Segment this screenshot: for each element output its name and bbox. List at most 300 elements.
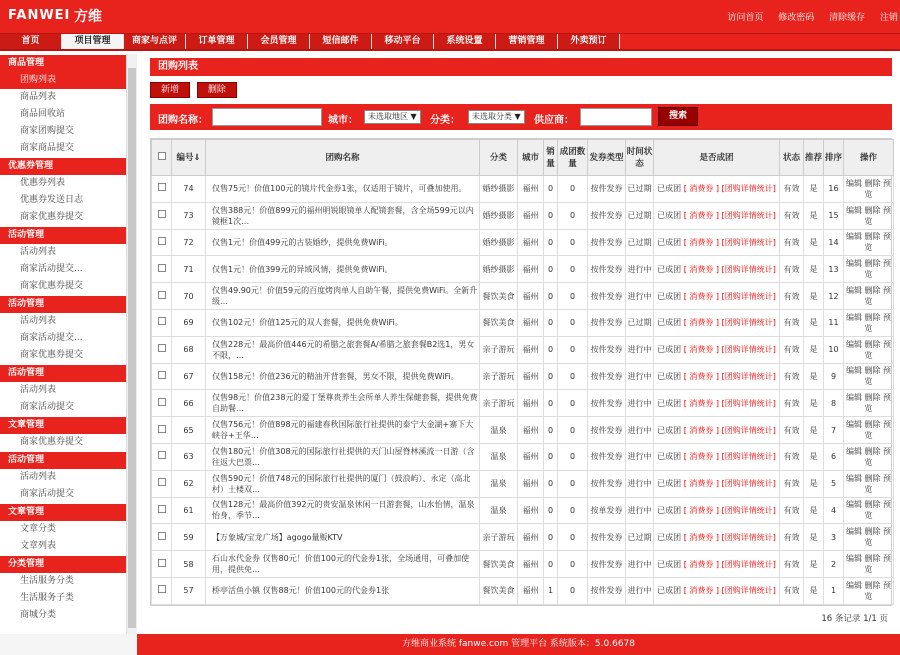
nav-tab-0[interactable]: 首页	[0, 34, 62, 49]
cell-sort[interactable]: 6	[824, 443, 844, 470]
cell-status[interactable]: 有效	[780, 577, 804, 604]
edit-delete-links[interactable]: 编辑 删除	[845, 259, 881, 269]
cell-name: 仅售180元！价值308元的国际旅行社提供的天门山屋脊林溪流一日游（含往返大巴票…	[206, 443, 480, 470]
preview-link[interactable]: 预览	[864, 446, 892, 467]
cell-sort[interactable]: 13	[824, 256, 844, 283]
preview-link[interactable]: 预览	[864, 366, 892, 387]
cell-sort[interactable]: 16	[824, 176, 844, 203]
row-checkbox[interactable]	[158, 237, 166, 245]
edit-delete-links[interactable]: 编辑 删除	[845, 312, 881, 322]
cell-actions	[844, 443, 894, 470]
cell-actions	[844, 256, 894, 283]
cell-city: 福州	[518, 256, 544, 283]
name-input[interactable]	[212, 108, 322, 126]
sidebar-item[interactable]: 商家优惠券提交	[20, 437, 84, 447]
cell-status[interactable]: 有效	[780, 443, 804, 470]
sidebar-item[interactable]: 商家团购提交	[20, 126, 75, 136]
nav-tab-7[interactable]: 系统设置	[434, 34, 496, 49]
cell-status[interactable]: 有效	[780, 497, 804, 524]
nav-tab-2[interactable]: 商家与点评	[124, 34, 186, 49]
row-checkbox[interactable]	[158, 532, 166, 540]
preview-link[interactable]: 预览	[864, 205, 892, 226]
preview-link[interactable]: 预览	[864, 312, 892, 333]
cell-recommend[interactable]: 是	[804, 417, 824, 444]
tuan-status: 已成团	[657, 211, 682, 221]
coupon-link[interactable]: [ 消费券 ]	[683, 532, 720, 542]
cell-status[interactable]: 有效	[780, 417, 804, 444]
cell-sort[interactable]: 10	[824, 336, 844, 363]
coupon-link[interactable]: [ 消费券 ]	[683, 586, 720, 596]
cell-category: 餐饮美食	[480, 551, 518, 578]
cell-id: 74	[172, 176, 206, 203]
row-checkbox[interactable]	[158, 210, 166, 218]
tuan-status: 已成团	[657, 452, 682, 462]
sidebar-item[interactable]: 商城分类	[20, 610, 57, 620]
nav-tab-3[interactable]: 订单管理	[186, 34, 248, 49]
cell-category: 餐饮美食	[480, 283, 518, 310]
cell-city: 福州	[518, 443, 544, 470]
cell-city: 福州	[518, 336, 544, 363]
cell-group-count: 0	[558, 524, 588, 551]
coupon-link[interactable]: [ 消费券 ]	[683, 318, 720, 328]
cell-is-tuan	[654, 443, 780, 470]
cell-actions	[844, 470, 894, 497]
edit-delete-links[interactable]: 编辑 删除	[845, 366, 881, 376]
cell-is-tuan	[654, 256, 780, 283]
cell-coupon-type: 按件发券	[588, 470, 626, 497]
coupon-link[interactable]: [ 消费券 ]	[683, 479, 720, 489]
sidebar-section-1[interactable]: 优惠券管理	[0, 158, 136, 175]
detail-stats-link[interactable]: [团购详情统计]	[721, 532, 776, 542]
cell-group-count: 0	[558, 256, 588, 283]
cell-is-tuan	[654, 363, 780, 390]
row-select-cell	[152, 229, 172, 256]
cell-is-tuan	[654, 176, 780, 203]
search-button[interactable]: 搜索	[658, 107, 698, 126]
row-checkbox[interactable]	[158, 291, 166, 299]
cell-status[interactable]: 有效	[780, 470, 804, 497]
row-checkbox[interactable]	[158, 317, 166, 325]
detail-stats-link[interactable]: [团购详情统计]	[721, 318, 776, 328]
detail-stats-link[interactable]: [团购详情统计]	[721, 264, 776, 274]
tuan-status: 已成团	[657, 237, 682, 247]
cell-status[interactable]: 有效	[780, 390, 804, 417]
category-select[interactable]: 未选取分类 ▼	[468, 110, 525, 124]
cell-sales: 0	[544, 363, 558, 390]
cell-category: 温泉	[480, 470, 518, 497]
cell-recommend[interactable]: 是	[804, 256, 824, 283]
cell-id: 69	[172, 309, 206, 336]
sidebar-item[interactable]: 文章列表	[20, 541, 57, 551]
cell-status[interactable]: 有效	[780, 551, 804, 578]
edit-delete-links[interactable]: 编辑 删除	[845, 420, 881, 430]
preview-link[interactable]: 预览	[864, 554, 892, 575]
row-select-cell	[152, 497, 172, 524]
cell-recommend[interactable]: 是	[804, 283, 824, 310]
cell-time-status: 进行中	[626, 390, 654, 417]
edit-delete-links[interactable]: 编辑 删除	[845, 178, 881, 188]
cell-city: 福州	[518, 577, 544, 604]
tuan-status: 已成团	[657, 559, 682, 569]
coupon-link[interactable]: [ 消费券 ]	[683, 371, 720, 381]
nav-tab-4[interactable]: 会员管理	[248, 34, 310, 49]
sidebar-item[interactable]: 活动列表	[20, 385, 57, 395]
detail-stats-link[interactable]: [团购详情统计]	[721, 184, 776, 194]
detail-stats-link[interactable]: [团购详情统计]	[721, 479, 776, 489]
coupon-link[interactable]: [ 消费券 ]	[683, 559, 720, 569]
sidebar-item[interactable]: 生活服务分类	[20, 576, 75, 586]
cell-status[interactable]: 有效	[780, 202, 804, 229]
edit-delete-links[interactable]: 编辑 删除	[845, 473, 881, 483]
coupon-link[interactable]: [ 消费券 ]	[683, 291, 720, 301]
cell-category: 温泉	[480, 497, 518, 524]
cell-city: 福州	[518, 176, 544, 203]
edit-delete-links[interactable]: 编辑 删除	[845, 393, 881, 403]
sidebar-item[interactable]: 商家活动提交...	[20, 264, 83, 274]
sidebar-scrollbar[interactable]	[126, 54, 137, 634]
col-header-3: 分类	[480, 140, 518, 176]
row-checkbox[interactable]	[158, 505, 166, 513]
cell-recommend[interactable]: 是	[804, 577, 824, 604]
brand-logo-cn: 方维	[74, 9, 102, 25]
scrollbar-thumb[interactable]	[128, 68, 136, 628]
new-button[interactable]: 新增	[150, 82, 190, 98]
cell-sort[interactable]: 11	[824, 309, 844, 336]
page-title: 团购列表	[150, 58, 892, 76]
link-visit-home[interactable]: 访问首页	[727, 13, 764, 23]
sidebar-section-0[interactable]: 商品管理	[0, 55, 136, 72]
sidebar-item[interactable]: 商家优惠券提交	[20, 212, 84, 222]
table-row	[152, 202, 894, 229]
edit-delete-links[interactable]: 编辑 删除	[845, 446, 881, 456]
cell-time-status: 进行中	[626, 256, 654, 283]
col-header-2: 团购名称	[206, 140, 480, 176]
footer: 方维商业系统 fanwe.com 管理平台 系统版本：5.0.6678	[137, 634, 900, 655]
col-header-7: 发券类型	[588, 140, 626, 176]
preview-link[interactable]: 预览	[864, 286, 892, 307]
delete-button[interactable]: 删除	[197, 82, 237, 98]
row-checkbox[interactable]	[158, 478, 166, 486]
cell-name: 桥亭活鱼小镇 仅售88元！价值100元的代金券1张	[206, 577, 480, 604]
cell-recommend[interactable]: 是	[804, 470, 824, 497]
cell-is-tuan	[654, 470, 780, 497]
sidebar-item[interactable]: 活动列表	[20, 316, 57, 326]
nav-tab-5[interactable]: 短信邮件	[310, 34, 372, 49]
cell-category: 婚纱摄影	[480, 229, 518, 256]
cell-city: 福州	[518, 390, 544, 417]
cell-category: 亲子游玩	[480, 390, 518, 417]
preview-link[interactable]: 预览	[864, 232, 892, 253]
cell-actions	[844, 551, 894, 578]
coupon-link[interactable]: [ 消费券 ]	[683, 505, 720, 515]
cell-id: 58	[172, 551, 206, 578]
cell-id: 59	[172, 524, 206, 551]
sidebar-item[interactable]: 活动列表	[20, 247, 57, 257]
cell-city: 福州	[518, 309, 544, 336]
cell-city: 福州	[518, 551, 544, 578]
row-checkbox[interactable]	[158, 371, 166, 379]
cell-sort[interactable]: 1	[824, 577, 844, 604]
cell-time-status: 进行中	[626, 336, 654, 363]
cell-id: 63	[172, 443, 206, 470]
edit-delete-links[interactable]: 编辑 删除	[845, 527, 881, 537]
cell-coupon-type: 按件发券	[588, 283, 626, 310]
cell-actions	[844, 202, 894, 229]
row-checkbox[interactable]	[158, 398, 166, 406]
cell-category: 亲子游玩	[480, 363, 518, 390]
table-row	[152, 551, 894, 578]
tuan-status: 已成团	[657, 586, 682, 596]
row-checkbox[interactable]	[158, 451, 166, 459]
sidebar-item[interactable]: 商家活动提交	[20, 489, 75, 499]
cell-group-count: 0	[558, 417, 588, 444]
link-change-password[interactable]: 修改密码	[778, 13, 815, 23]
cell-status[interactable]: 有效	[780, 176, 804, 203]
coupon-link[interactable]: [ 消费券 ]	[683, 237, 720, 247]
preview-link[interactable]: 预览	[864, 420, 892, 441]
cell-name: 【万象城/宝龙广场】agogo量贩KTV	[206, 524, 480, 551]
cell-recommend[interactable]: 是	[804, 202, 824, 229]
row-select-cell	[152, 309, 172, 336]
sidebar-item[interactable]: 商家活动提交	[20, 402, 75, 412]
table-row	[152, 283, 894, 310]
tuan-status: 已成团	[657, 398, 682, 408]
detail-stats-link[interactable]: [团购详情统计]	[721, 237, 776, 247]
row-select-cell	[152, 202, 172, 229]
nav-tab-8[interactable]: 营销管理	[496, 34, 558, 49]
nav-tab-6[interactable]: 移动平台	[372, 34, 434, 49]
cell-id: 73	[172, 202, 206, 229]
cell-status[interactable]: 有效	[780, 524, 804, 551]
cell-sort[interactable]: 3	[824, 524, 844, 551]
row-checkbox[interactable]	[158, 183, 166, 191]
row-checkbox[interactable]	[158, 264, 166, 272]
row-select-cell	[152, 417, 172, 444]
cell-category: 温泉	[480, 417, 518, 444]
cell-name: 仅售75元！价值100元的镜片代金券1张，仅适用于镜片，可叠加使用。	[206, 176, 480, 203]
cell-recommend[interactable]: 是	[804, 229, 824, 256]
cell-recommend[interactable]: 是	[804, 336, 824, 363]
sidebar-item[interactable]: 商家商品提交	[20, 143, 75, 153]
cell-sales: 0	[544, 336, 558, 363]
row-checkbox[interactable]	[158, 344, 166, 352]
cell-sort[interactable]: 8	[824, 390, 844, 417]
detail-stats-link[interactable]: [团购详情统计]	[721, 586, 776, 596]
cell-status[interactable]: 有效	[780, 336, 804, 363]
detail-stats-link[interactable]: [团购详情统计]	[721, 505, 776, 515]
detail-stats-link[interactable]: [团购详情统计]	[721, 425, 776, 435]
coupon-link[interactable]: [ 消费券 ]	[683, 398, 720, 408]
detail-stats-link[interactable]: [团购详情统计]	[721, 371, 776, 381]
cell-time-status: 进行中	[626, 470, 654, 497]
cell-coupon-type: 按件发券	[588, 577, 626, 604]
sidebar-section-6[interactable]: 活动管理	[0, 452, 136, 469]
preview-link[interactable]: 预览	[864, 580, 892, 601]
cell-recommend[interactable]: 是	[804, 551, 824, 578]
row-select-cell	[152, 283, 172, 310]
nav-tab-9[interactable]: 外卖预订	[558, 34, 620, 49]
cell-name: 仅售128元！最高价值392元的贵安温泉休闲一日游套餐，山水怡情，温泉怡身，季节…	[206, 497, 480, 524]
preview-link[interactable]: 预览	[864, 393, 892, 414]
cell-group-count: 0	[558, 176, 588, 203]
cell-sort[interactable]: 2	[824, 551, 844, 578]
edit-delete-links[interactable]: 编辑 删除	[845, 232, 881, 242]
cell-sort[interactable]: 7	[824, 417, 844, 444]
detail-stats-link[interactable]: [团购详情统计]	[721, 452, 776, 462]
coupon-link[interactable]: [ 消费券 ]	[683, 184, 720, 194]
sidebar-item[interactable]: 生活服务子类	[20, 593, 75, 603]
cell-group-count: 0	[558, 470, 588, 497]
sidebar-item[interactable]: 优惠券发送日志	[20, 195, 84, 205]
table-row	[152, 309, 894, 336]
row-checkbox[interactable]	[158, 585, 166, 593]
row-checkbox[interactable]	[158, 425, 166, 433]
sidebar-item[interactable]: 团购列表	[0, 72, 131, 89]
city-select[interactable]: 未选取地区 ▼	[364, 110, 421, 124]
cell-city: 福州	[518, 417, 544, 444]
cell-recommend[interactable]: 是	[804, 443, 824, 470]
edit-delete-links[interactable]: 编辑 删除	[845, 286, 881, 296]
cell-status[interactable]: 有效	[780, 309, 804, 336]
cell-id: 72	[172, 229, 206, 256]
row-select-cell	[152, 551, 172, 578]
supplier-input[interactable]	[580, 108, 652, 126]
tuan-status: 已成团	[657, 345, 682, 355]
cell-time-status: 已过期	[626, 176, 654, 203]
preview-link[interactable]: 预览	[864, 473, 892, 494]
cell-status[interactable]: 有效	[780, 283, 804, 310]
cell-sales: 0	[544, 390, 558, 417]
select-all-checkbox[interactable]	[158, 152, 166, 160]
sidebar-item[interactable]: 商品回收站	[20, 109, 66, 119]
edit-delete-links[interactable]: 编辑 删除	[845, 339, 881, 349]
sidebar-item[interactable]: 商家活动提交...	[20, 333, 83, 343]
sidebar-section-3[interactable]: 活动管理	[0, 296, 136, 313]
edit-delete-links[interactable]: 编辑 删除	[845, 205, 881, 215]
sidebar-section-2[interactable]: 活动管理	[0, 227, 136, 244]
cell-sort[interactable]: 15	[824, 202, 844, 229]
edit-delete-links[interactable]: 编辑 删除	[845, 580, 881, 590]
cell-name: 仅售756元！价值898元的福建春秋国际旅行社提供的泰宁大金湖+寨下大峡谷+王华…	[206, 417, 480, 444]
sidebar-item[interactable]: 优惠券列表	[20, 178, 66, 188]
cell-is-tuan	[654, 390, 780, 417]
cell-group-count: 0	[558, 497, 588, 524]
cell-recommend[interactable]: 是	[804, 390, 824, 417]
sidebar-item[interactable]: 商家优惠券提交	[20, 281, 84, 291]
preview-link[interactable]: 预览	[864, 527, 892, 548]
cell-sort[interactable]: 5	[824, 470, 844, 497]
cell-sales: 0	[544, 551, 558, 578]
row-select-cell	[152, 577, 172, 604]
preview-link[interactable]: 预览	[864, 178, 892, 199]
edit-delete-links[interactable]: 编辑 删除	[845, 500, 881, 510]
cell-sort[interactable]: 12	[824, 283, 844, 310]
cell-time-status: 已过期	[626, 309, 654, 336]
cell-coupon-type: 按件发券	[588, 390, 626, 417]
nav-tab-1[interactable]: 项目管理	[62, 34, 124, 49]
cell-sort[interactable]: 4	[824, 497, 844, 524]
sidebar-item[interactable]: 商家优惠券提交	[20, 350, 84, 360]
cell-recommend[interactable]: 是	[804, 363, 824, 390]
coupon-link[interactable]: [ 消费券 ]	[683, 211, 720, 221]
cell-recommend[interactable]: 是	[804, 176, 824, 203]
cell-is-tuan	[654, 336, 780, 363]
sidebar-section-7[interactable]: 文章管理	[0, 504, 136, 521]
cell-coupon-type: 按件发券	[588, 363, 626, 390]
row-select-cell	[152, 524, 172, 551]
edit-delete-links[interactable]: 编辑 删除	[845, 554, 881, 564]
sidebar-section-4[interactable]: 活动管理	[0, 365, 136, 382]
cell-time-status: 已过期	[626, 524, 654, 551]
sidebar-item[interactable]: 活动列表	[20, 472, 57, 482]
cell-coupon-type: 按件发券	[588, 524, 626, 551]
link-clear-cache[interactable]: 清除缓存	[829, 13, 866, 23]
cell-group-count: 0	[558, 390, 588, 417]
coupon-link[interactable]: [ 消费券 ]	[683, 452, 720, 462]
sidebar-section-5[interactable]: 文章管理	[0, 417, 136, 434]
col-header-10: 状态	[780, 140, 804, 176]
coupon-link[interactable]: [ 消费券 ]	[683, 264, 720, 274]
table-row	[152, 443, 894, 470]
sidebar-item[interactable]: 文章分类	[20, 524, 57, 534]
detail-stats-link[interactable]: [团购详情统计]	[721, 398, 776, 408]
cell-status[interactable]: 有效	[780, 363, 804, 390]
cell-recommend[interactable]: 是	[804, 497, 824, 524]
detail-stats-link[interactable]: [团购详情统计]	[721, 291, 776, 301]
coupon-link[interactable]: [ 消费券 ]	[683, 425, 720, 435]
detail-stats-link[interactable]: [团购详情统计]	[721, 345, 776, 355]
sidebar-section-8[interactable]: 分类管理	[0, 556, 136, 573]
tuan-status: 已成团	[657, 371, 682, 381]
action-bar	[150, 82, 892, 98]
cell-coupon-type: 按件发券	[588, 551, 626, 578]
cell-actions	[844, 336, 894, 363]
col-header-12: 排序	[824, 140, 844, 176]
cell-id: 70	[172, 283, 206, 310]
cell-sort[interactable]: 14	[824, 229, 844, 256]
table-row	[152, 470, 894, 497]
col-header-1[interactable]: 编号⇓	[172, 140, 206, 176]
cell-sales: 0	[544, 470, 558, 497]
cell-coupon-type: 按件发券	[588, 417, 626, 444]
cell-status[interactable]: 有效	[780, 256, 804, 283]
cell-time-status: 进行中	[626, 417, 654, 444]
cell-status[interactable]: 有效	[780, 229, 804, 256]
table-row	[152, 229, 894, 256]
cell-sort[interactable]: 9	[824, 363, 844, 390]
sidebar-item[interactable]: 商品列表	[20, 92, 57, 102]
table-row	[152, 417, 894, 444]
preview-link[interactable]: 预览	[864, 500, 892, 521]
detail-stats-link[interactable]: [团购详情统计]	[721, 211, 776, 221]
link-logout[interactable]: 注销	[879, 13, 898, 23]
row-select-cell	[152, 470, 172, 497]
cell-sales: 0	[544, 256, 558, 283]
preview-link[interactable]: 预览	[864, 339, 892, 360]
cell-is-tuan	[654, 229, 780, 256]
cell-recommend[interactable]: 是	[804, 309, 824, 336]
cell-recommend[interactable]: 是	[804, 524, 824, 551]
supplier-label: 供应商：	[534, 115, 574, 126]
coupon-link[interactable]: [ 消费券 ]	[683, 345, 720, 355]
cell-is-tuan	[654, 309, 780, 336]
cell-time-status: 进行中	[626, 363, 654, 390]
preview-link[interactable]: 预览	[864, 259, 892, 280]
row-checkbox[interactable]	[158, 559, 166, 567]
cell-time-status: 进行中	[626, 551, 654, 578]
detail-stats-link[interactable]: [团购详情统计]	[721, 559, 776, 569]
col-header-11: 推荐	[804, 140, 824, 176]
